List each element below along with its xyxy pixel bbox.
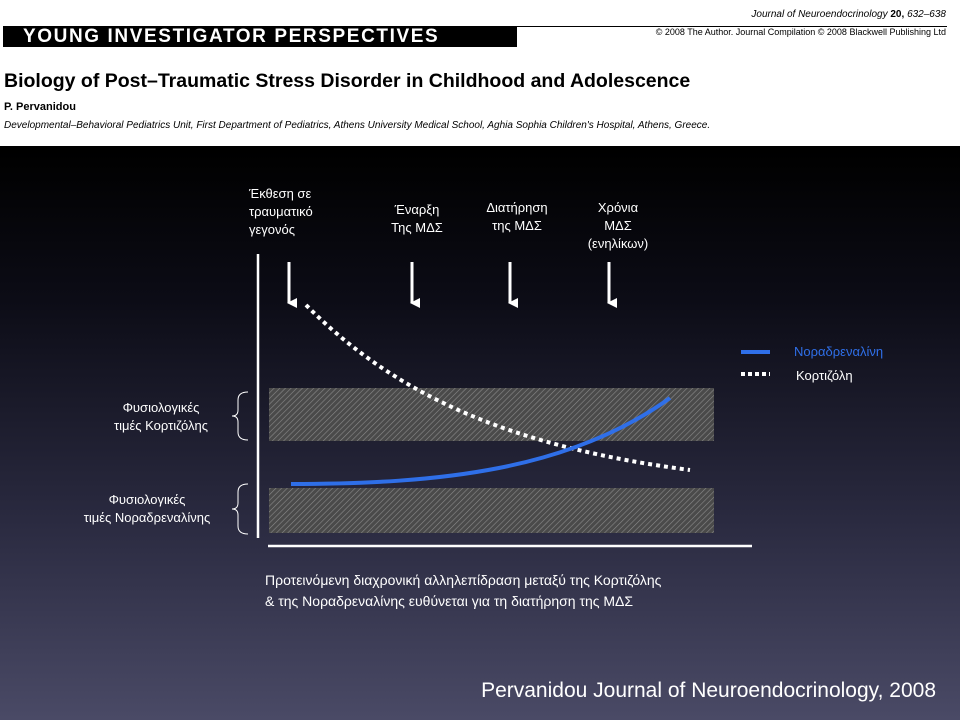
journal-pages: 632–638 (907, 9, 946, 20)
label-ptsd-maintenance: Διατήρηση της ΜΔΣ (486, 200, 548, 233)
label-ptsd-onset: Έναρξη Της ΜΔΣ (391, 202, 443, 235)
article-title: Biology of Post–Traumatic Stress Disorder in Childhood and Adolescence (4, 70, 691, 92)
label-cortisol-normal-range: Φυσιολογικές τιμές Κορτιζόλης (113, 400, 208, 433)
cortisol-curve (306, 305, 690, 470)
label-chronic-ptsd: Χρόνια ΜΔΣ (ενηλίκων) (587, 200, 649, 251)
journal-volume: 20, (890, 9, 905, 20)
label-noradrenaline-normal-range: Φυσιολογικές τιμές Νοραδρεναλίνης (83, 492, 211, 525)
noradrenaline-normal-range-band (269, 488, 714, 533)
legend-noradrenaline-label: Νοραδρεναλίνη (794, 344, 884, 359)
label-trauma-exposure: Έκθεση σε τραυματικό γεγονός (249, 186, 313, 237)
legend-cortisol-label: Κορτιζόλη (796, 368, 853, 383)
copyright-notice: © 2008 The Author. Journal Compilation © 2008 Blackwell Publishing Ltd (655, 27, 946, 37)
cortisol-range-brace (232, 392, 248, 440)
diagram-caption: Προτεινόμενη διαχρονική αλληλεπίδραση μεταξύ της Κορτιζόλης & της Νοραδρεναλίνης ευθύνεται για τη διατήρηση της ΜΔΣ (265, 572, 662, 609)
journal-name: Journal of Neuroendocrinology (751, 9, 888, 20)
noradrenaline-range-brace (232, 484, 248, 534)
source-citation: Pervanidou Journal of Neuroendocrinology, 2008 (481, 679, 936, 702)
section-banner: YOUNG INVESTIGATOR PERSPECTIVES (3, 26, 517, 47)
author-affiliation: Developmental–Behavioral Pediatrics Unit, First Department of Pediatrics, Athens University Medical School, Aghia Sophia Children's Hospital, Athens, Greece. (4, 120, 711, 131)
article-author: P. Pervanidou (4, 101, 76, 113)
